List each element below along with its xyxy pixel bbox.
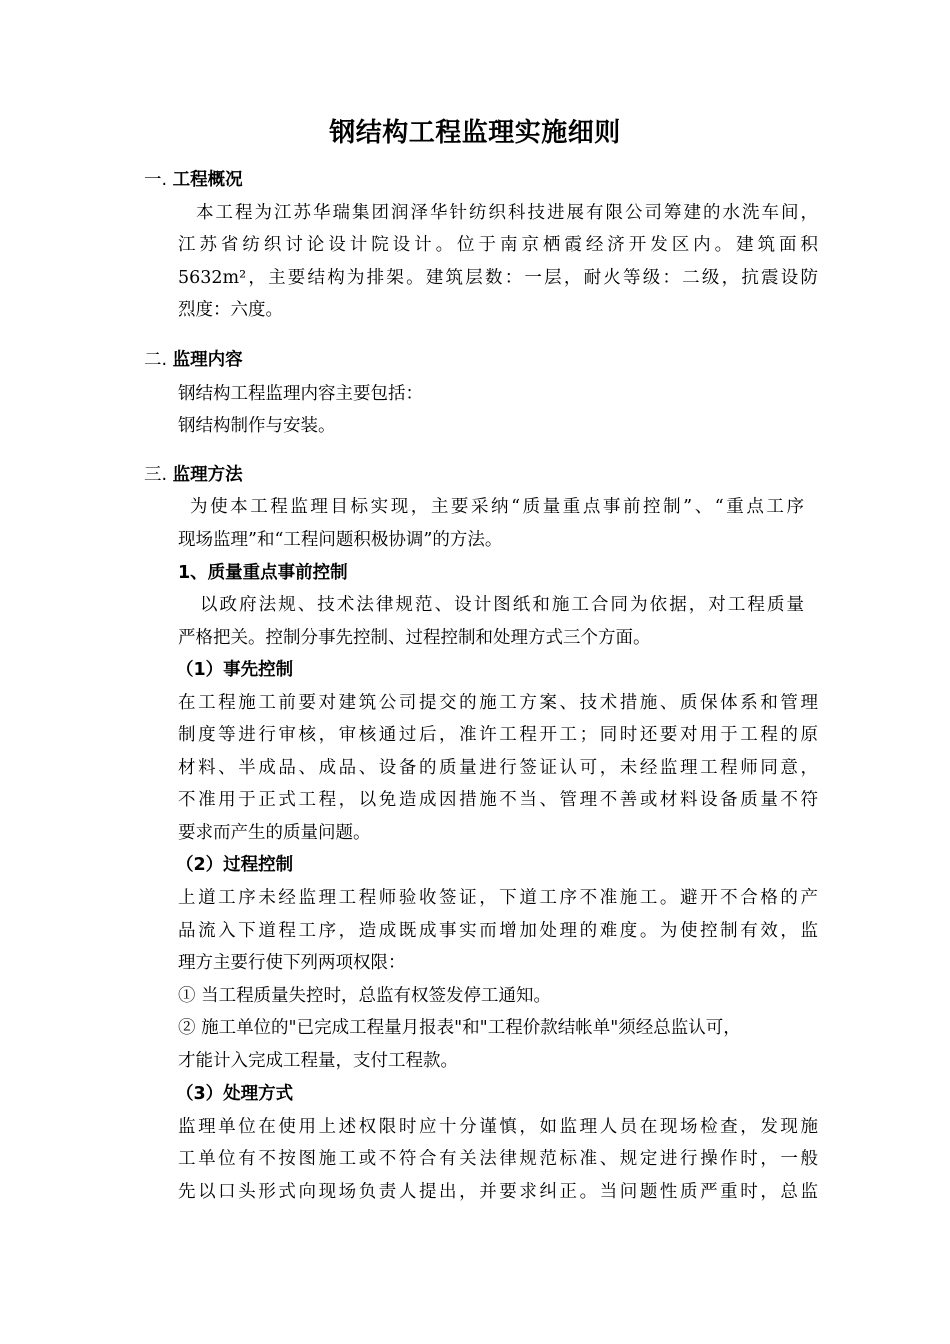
subsection-heading: （2）过程控制 [176,855,294,875]
paragraph-line: 品流入下道程工序，造成既成事实而增加处理的难度。为使控制有效，监 [178,921,818,941]
subsection-line: 严格把关。控制分事先控制、过程控制和处理方式三个方面。 [178,628,651,648]
paragraph-line: 不准用于正式工程，以免造成因措施不当、管理不善或材料设备质量不符 [178,790,818,810]
paragraph-line: 监理单位在使用上述权限时应十分谨慎，如监理人员在现场检查，发现施 [178,1117,818,1137]
section-heading-overview [144,167,243,193]
list-item: ① 当工程质量失控时，总监有权签发停工通知。 [178,986,552,1006]
overview-line: 5632m²，主要结构为排架。建筑层数：一层，耐火等级：二级，抗震设防 [178,268,818,288]
subsection-heading: （3）处理方式 [176,1084,294,1104]
subsection-line: 以政府法规、技术法律规范、设计图纸和施工合同为依据，对工程质量 [200,595,804,615]
document-title: 钢结构工程监理实施细则 [329,118,621,148]
paragraph-line: 材料、半成品、成品、设备的质量进行签证认可，未经监理工程师同意， [178,758,818,778]
paragraph-line: 上道工序未经监理工程师验收签证，下道工序不准施工。避开不合格的产 [178,888,818,908]
subsection-heading: 1、质量重点事前控制 [178,563,348,583]
section-number: 三. [144,465,168,485]
section-label: 监理方法 [172,465,243,485]
content-line: 钢结构工程监理内容主要包括： [178,384,423,404]
paragraph-line: 先以口头形式向现场负责人提出，并要求纠正。当问题性质严重时，总监 [178,1182,818,1202]
content-line: 钢结构制作与安装。 [178,416,336,436]
section-label: 工程概况 [172,170,243,190]
overview-line: 本工程为江苏华瑞集团润泽华针纺织科技进展有限公司筹建的水洗车间， [196,203,818,223]
subsection-heading: （1）事先控制 [176,660,294,680]
method-intro-line: 为使本工程监理目标实现，主要采纳“质量重点事前控制”、“重点工序 [190,497,804,517]
section-label: 监理内容 [172,350,243,370]
paragraph-line: 要求而产生的质量问题。 [178,823,371,843]
paragraph-line: 制度等进行审核，审核通过后，准许工程开工；同时还要对用于工程的原 [178,725,818,745]
section-number: 二. [144,350,168,370]
section-heading-method [144,462,243,488]
paragraph-line: 才能计入完成工程量，支付工程款。 [178,1051,458,1071]
method-intro-line: 现场监理”和“工程问题积极协调”的方法。 [178,530,503,550]
paragraph-line: 在工程施工前要对建筑公司提交的施工方案、技术措施、质保体系和管理 [178,693,818,713]
section-number: 一. [144,170,168,190]
paragraph-line: 工单位有不按图施工或不符合有关法律规范标准、规定进行操作时，一般 [178,1149,818,1169]
list-item: ② 施工单位的"已完成工程量月报表"和"工程价款结帐单"须经总监认可， [178,1018,741,1038]
overview-line: 烈度：六度。 [178,300,283,320]
section-heading-content [144,347,243,373]
overview-line: 江苏省纺织讨论设计院设计。位于南京栖霞经济开发区内。建筑面积 [178,235,818,255]
paragraph-line: 理方主要行使下列两项权限： [178,953,406,973]
